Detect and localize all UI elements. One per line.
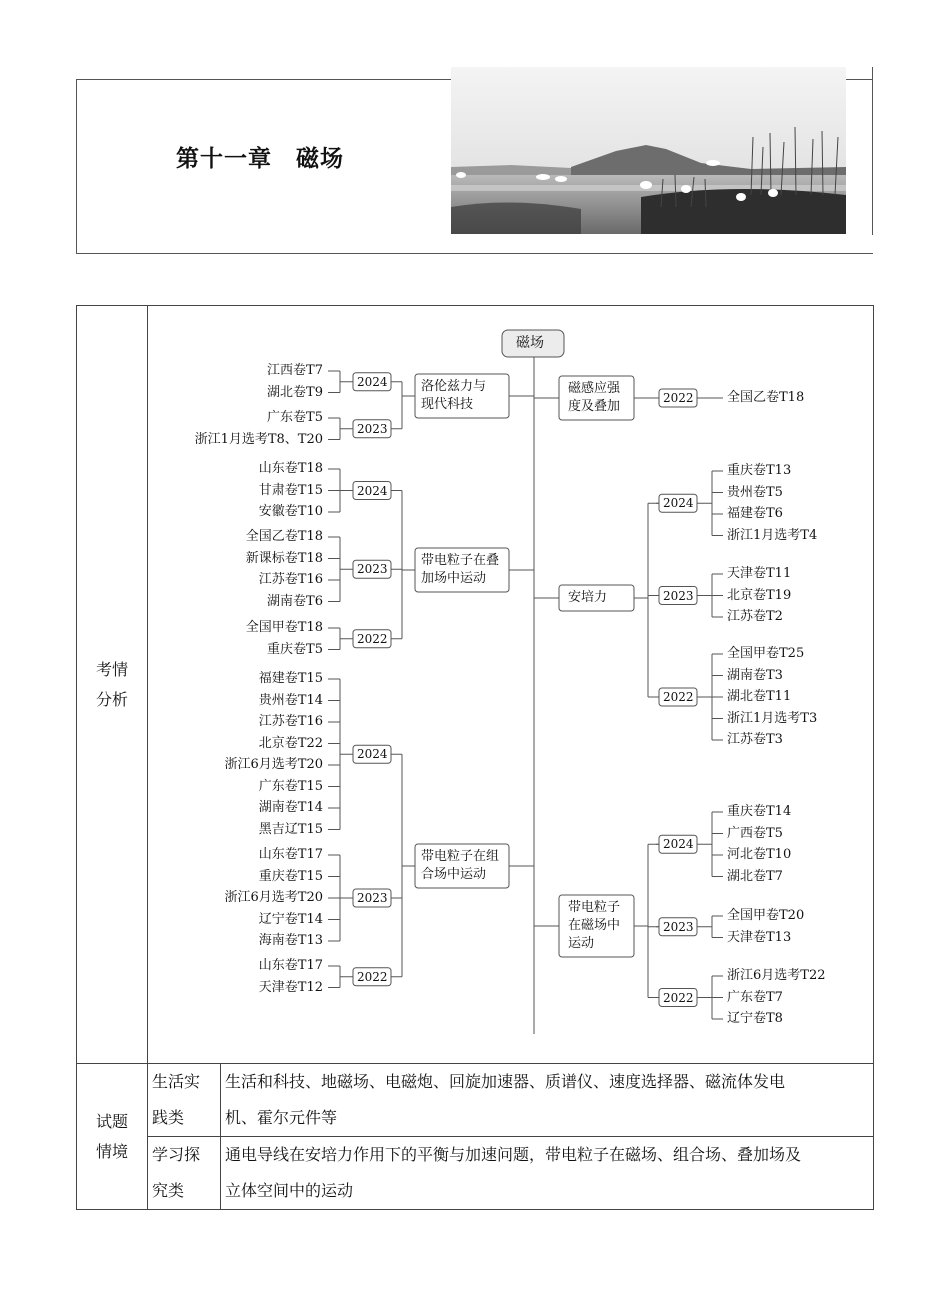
exam-item: 广东卷T7 <box>727 989 783 1005</box>
exam-item: 广东卷T15 <box>258 778 323 794</box>
year-badge-label: 2024 <box>357 374 388 389</box>
year-badge-label: 2024 <box>357 747 388 762</box>
exam-item: 全国乙卷T18 <box>727 390 805 405</box>
root-node-label: 磁场 <box>516 335 544 351</box>
exam-item: 湖北卷T7 <box>727 868 783 884</box>
year-badge-label: 2023 <box>663 588 694 603</box>
exam-item: 广东卷T5 <box>267 410 323 425</box>
exam-item: 浙江6月选考T22 <box>727 968 826 983</box>
exam-item: 辽宁卷T14 <box>258 911 323 927</box>
exam-item: 浙江1月选考T3 <box>727 710 818 726</box>
exam-item: 浙江6月选考T20 <box>224 890 323 905</box>
topic-node-label: 度及叠加 <box>568 399 621 414</box>
topic-node-label: 在磁场中 <box>568 918 621 933</box>
situation-text: 生活和科技、地磁场、电磁炮、回旋加速器、质谱仪、速度选择器、磁流体发电 机、霍尔元件等 <box>221 1064 874 1137</box>
year-badge-label: 2022 <box>663 690 694 704</box>
topic-node-label: 带电粒子在组 <box>421 849 500 864</box>
exam-item: 天津卷T11 <box>727 566 792 581</box>
exam-item: 北京卷T19 <box>727 587 792 603</box>
analysis-label: 考情 分析 <box>77 306 148 1064</box>
topic-node-label: 洛伦兹力与 <box>421 379 487 394</box>
exam-item: 浙江1月选考T4 <box>727 527 818 543</box>
exam-item: 全国甲卷T25 <box>727 646 805 661</box>
exam-item: 重庆卷T14 <box>727 804 792 819</box>
exam-item: 江苏卷T3 <box>727 732 783 747</box>
year-badge-label: 2023 <box>357 421 388 436</box>
exam-item: 甘肃卷T15 <box>258 482 323 498</box>
exam-item: 天津卷T12 <box>258 979 323 995</box>
exam-item: 黑吉辽T15 <box>258 821 323 837</box>
exam-item: 湖北卷T9 <box>267 384 323 400</box>
exam-item: 江苏卷T2 <box>727 609 783 624</box>
exam-item: 全国甲卷T20 <box>727 908 805 923</box>
exam-item: 广西卷T5 <box>727 825 783 841</box>
exam-item: 河北卷T10 <box>727 847 792 862</box>
year-badge-label: 2023 <box>357 891 388 905</box>
year-badge-label: 2022 <box>357 631 388 646</box>
lake-photo <box>451 67 846 234</box>
topic-node-label: 带电粒子在叠 <box>421 553 500 568</box>
exam-item: 湖北卷T11 <box>727 689 792 704</box>
exam-item: 重庆卷T5 <box>267 641 323 657</box>
exam-item: 天津卷T13 <box>727 929 792 945</box>
exam-item: 安徽卷T10 <box>258 504 323 519</box>
exam-item: 北京卷T22 <box>258 735 323 751</box>
mind-map-lines <box>148 306 874 1063</box>
exam-item: 山东卷T17 <box>258 958 323 973</box>
exam-item: 全国乙卷T18 <box>245 529 323 544</box>
topic-node-label: 合场中运动 <box>421 867 487 882</box>
situation-label: 试题 情境 <box>77 1064 148 1210</box>
year-badge-label: 2023 <box>663 919 694 934</box>
exam-item: 湖南卷T6 <box>267 593 323 609</box>
year-badge-label: 2022 <box>663 391 694 405</box>
exam-item: 浙江1月选考T8、T20 <box>194 431 323 447</box>
exam-item: 江苏卷T16 <box>258 714 323 729</box>
exam-item: 全国甲卷T18 <box>245 620 323 635</box>
exam-item: 江西卷T7 <box>267 363 323 378</box>
year-badge-label: 2024 <box>663 837 694 852</box>
exam-item: 福建卷T15 <box>258 671 323 686</box>
year-badge-label: 2023 <box>357 562 388 577</box>
exam-item: 山东卷T17 <box>258 847 323 862</box>
topic-node-label: 现代科技 <box>421 397 474 412</box>
knowledge-mind-map <box>148 306 874 1064</box>
topic-node-label: 安培力 <box>568 590 608 605</box>
topic-node-label: 磁感应强 <box>568 381 621 396</box>
year-badge-label: 2022 <box>357 969 388 984</box>
year-badge-label: 2024 <box>357 483 388 498</box>
exam-item: 湖南卷T14 <box>258 800 323 815</box>
exam-item: 新课标卷T18 <box>245 550 323 566</box>
exam-item: 重庆卷T13 <box>727 463 792 478</box>
situation-category: 学习探 究类 <box>148 1137 221 1210</box>
situation-text: 通电导线在安培力作用下的平衡与加速问题，带电粒子在磁场、组合场、叠加场及 立体空间中的运动 <box>221 1137 874 1210</box>
year-badge-label: 2024 <box>663 496 694 511</box>
header-divider <box>872 67 873 235</box>
exam-item: 海南卷T13 <box>258 933 323 948</box>
exam-item: 福建卷T6 <box>727 506 783 521</box>
exam-item: 贵州卷T5 <box>727 484 783 500</box>
exam-item: 浙江6月选考T20 <box>224 757 323 772</box>
chapter-title: 第十一章 磁场 <box>176 145 344 172</box>
exam-item: 重庆卷T15 <box>258 868 323 884</box>
exam-item: 山东卷T18 <box>258 461 323 476</box>
topic-node-label: 带电粒子 <box>568 900 621 915</box>
exam-analysis-table <box>76 305 874 1210</box>
year-badge-label: 2022 <box>663 990 694 1005</box>
exam-item: 江苏卷T16 <box>258 572 323 587</box>
topic-node-label: 加场中运动 <box>421 571 487 586</box>
exam-item: 辽宁卷T8 <box>727 1011 783 1026</box>
exam-item: 湖南卷T3 <box>727 667 783 683</box>
topic-node-label: 运动 <box>568 936 595 951</box>
exam-item: 贵州卷T14 <box>258 692 323 708</box>
situation-category: 生活实 践类 <box>148 1064 221 1137</box>
